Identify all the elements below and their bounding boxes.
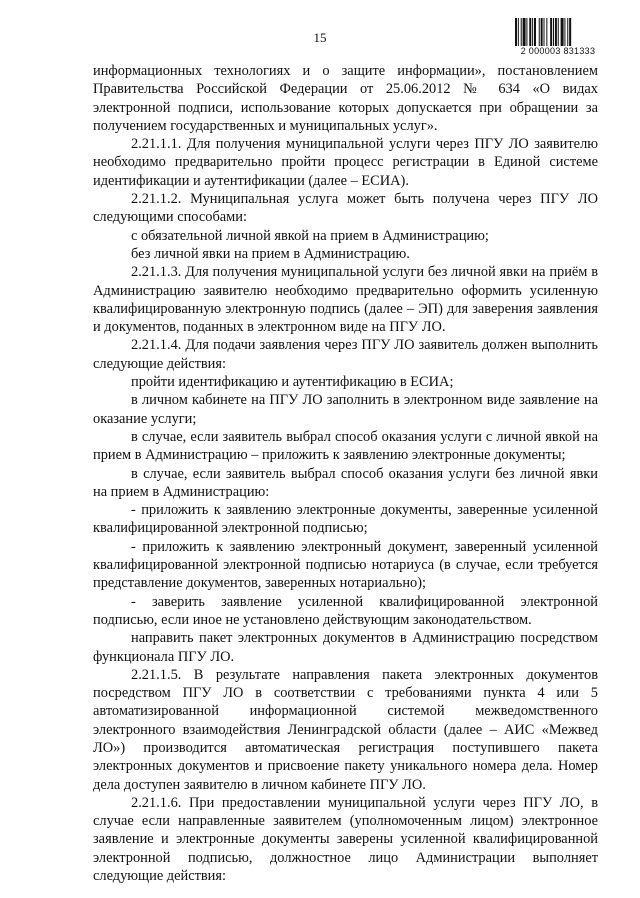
paragraph: - приложить к заявлению электронные документы, заверенные усиленной квалифицированной электронной подписью;	[93, 502, 598, 537]
paragraph: 2.21.1.1. Для получения муниципальной услуги через ПГУ ЛО заявителю необходимо предварительно пройти процесс регистрации в Единой системе идентификации и аутентификации (далее – ЕСИА).	[93, 136, 598, 189]
paragraph: в случае, если заявитель выбрал способ оказания услуги без личной явки на прием в Администрацию:	[93, 465, 598, 500]
paragraph: в случае, если заявитель выбрал способ оказания услуги с личной явкой на прием в Администрацию – приложить к заявлению электронные документы;	[93, 428, 598, 464]
paragraph: 2.21.1.5. В результате направления пакета электронных документов посредством ПГУ ЛО в соответствии с требованиями пункта 4 или 5 автоматизированной информационной системой межведомственного электронного взаимодействия Ленинградской области (далее – АИС «Межвед ЛО») производится автоматическая регистрация поступившего пакета электронных документов и присвоение пакету уникального номера дела. Номер дела доступен заявителю в личном кабинете ПГУ ЛО.	[93, 666, 598, 793]
barcode-bar	[555, 18, 557, 46]
barcode-bar	[523, 18, 526, 46]
paragraph: 2.21.1.6. При предоставлении муниципальной услуги через ПГУ ЛО, в случае если направленные заявителем (уполномоченным лицом) электронное заявление и электронные документы заверены усиленной квалифицированной электронной подписью, должностное лицо Администрации выполняет следующие действия:	[93, 794, 598, 885]
page-number: 15	[313, 30, 327, 45]
barcode-bar	[567, 18, 568, 46]
barcode-bar	[518, 18, 519, 46]
barcode-icon	[515, 18, 601, 46]
barcode-bar	[558, 18, 559, 46]
barcode-bar	[529, 18, 531, 46]
paragraph: информационных технологиях и о защите информации», постановлением Правительства Российской Федерации от 25.06.2012 № 634 «О видах электронной подписи, использование которых допускается при обращении за получением государственных и муниципальных услуг».	[93, 63, 598, 134]
barcode-bar	[561, 18, 564, 46]
paragraph: с обязательной личной явкой на прием в Администрацию;	[131, 227, 489, 244]
barcode-bar	[526, 18, 527, 46]
barcode-number: 2 000003 831333	[520, 46, 596, 56]
barcode-bar	[539, 18, 540, 46]
paragraph: пройти идентификацию и аутентификацию в ЕСИА;	[131, 374, 454, 391]
barcode-bar	[532, 18, 533, 46]
paragraph: - заверить заявление усиленной квалифицированной электронной подписью, если иное не установлено действующим законодательством.	[93, 593, 598, 628]
paragraph: 2.21.1.2. Муниципальная услуга может быть получена через ПГУ ЛО следующими способами:	[93, 191, 598, 226]
barcode-bar	[544, 18, 545, 46]
paragraph: в личном кабинете на ПГУ ЛО заполнить в электронном виде заявление на оказание услуги;	[93, 392, 598, 427]
document-body	[93, 62, 598, 885]
barcode-bar	[534, 18, 536, 46]
paragraph: направить пакет электронных документов в Администрацию посредством функционала ПГУ ЛО.	[93, 630, 598, 665]
paragraph: 2.21.1.4. Для подачи заявления через ПГУ ЛО заявитель должен выполнить следующие действия:	[93, 337, 598, 372]
barcode-bar	[553, 18, 554, 46]
barcode-bar	[569, 18, 571, 46]
barcode-bar	[550, 18, 552, 46]
paragraph: - приложить к заявлению электронный документ, заверенный усиленной квалифицированной электронной подписью нотариуса (в случае, если требуется представление документов, заверенных нотариально);	[93, 538, 598, 592]
barcode-bar	[541, 18, 543, 46]
barcode-bar	[546, 18, 547, 46]
paragraph: 2.21.1.3. Для получения муниципальной услуги без личной явки на приём в Администрацию заявителю необходимо предварительно оформить усиленную квалифицированную электронную подпись (далее – ЭП) для заверения заявления и документов, поданных в электронном виде на ПГУ ЛО.	[93, 264, 598, 336]
barcode-bar	[515, 18, 517, 46]
barcode-bar	[521, 18, 522, 46]
barcode-bar	[564, 18, 565, 46]
paragraph: без личной явки на прием в Администрацию.	[131, 245, 410, 262]
